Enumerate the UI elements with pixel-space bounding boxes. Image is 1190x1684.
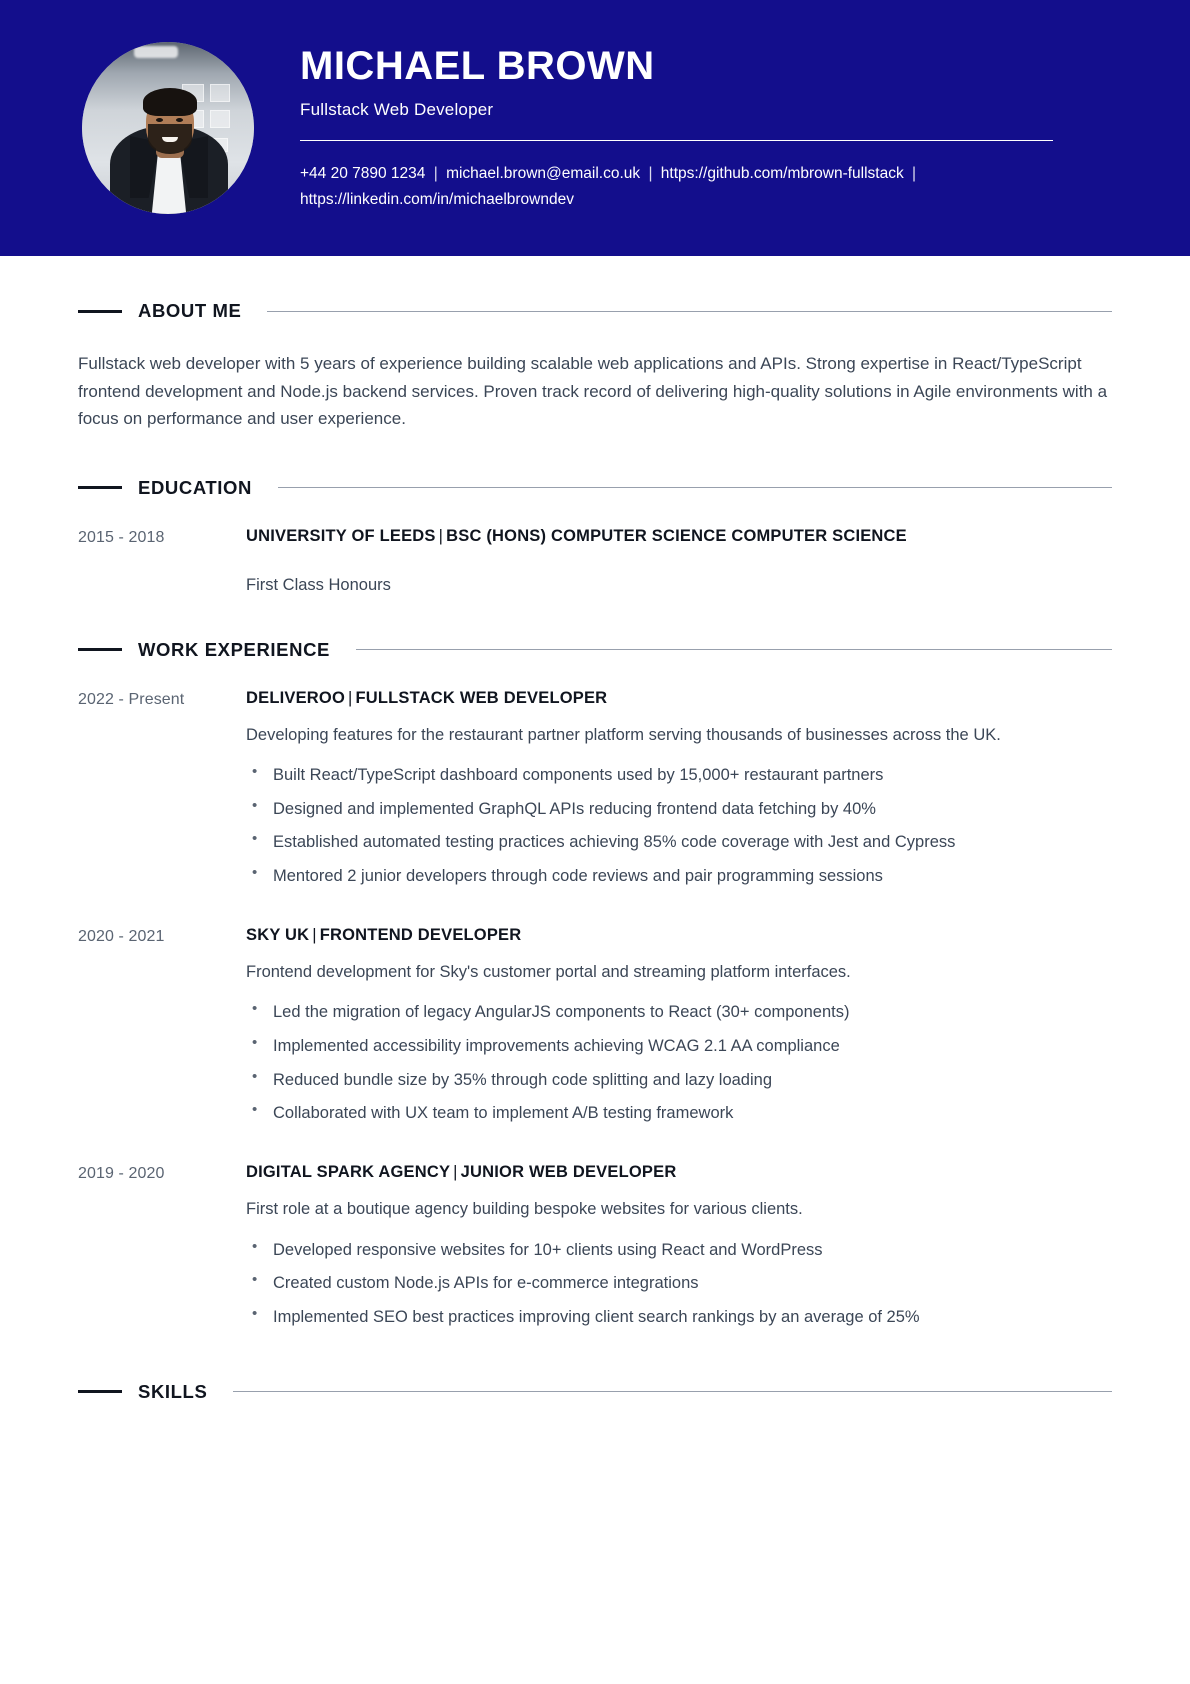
education-degree: BSC (HONS) COMPUTER SCIENCE COMPUTER SCIENCE [446, 526, 907, 545]
avatar [82, 42, 254, 214]
work-role: FRONTEND DEVELOPER [319, 925, 522, 944]
work-details [246, 1163, 1112, 1331]
work-summary: First role at a boutique agency building bespoke websites for various clients. [246, 1200, 803, 1219]
work-bullet: • Implemented accessibility improvements achieving WCAG 2.1 AA compliance [246, 1033, 1112, 1060]
contact-separator: | [912, 164, 917, 182]
avatar-photo [82, 42, 254, 214]
work-details [246, 926, 1112, 1127]
work-summary: Developing features for the restaurant partner platform serving thousands of businesses across the UK. [246, 725, 1001, 744]
photo-mouth [162, 137, 178, 142]
work-bullet: • Mentored 2 junior developers through code reviews and pair programming sessions [246, 863, 1112, 890]
section-rule [356, 649, 1112, 650]
section-title-education: EDUCATION [138, 476, 252, 498]
section-about-me [78, 300, 1112, 433]
section-header [78, 639, 1112, 661]
section-skills [78, 1381, 1112, 1403]
section-header [78, 477, 1112, 499]
candidate-name: MICHAEL BROWN [300, 43, 655, 88]
education-institution: UNIVERSITY OF LEEDS [246, 526, 436, 545]
header-divider [300, 140, 1053, 141]
title-separator: | [453, 1163, 458, 1182]
work-entry [78, 926, 1112, 1127]
contact-github-link[interactable]: https://github.com/mbrown-fullstack [660, 164, 904, 182]
section-header [78, 300, 1112, 322]
work-date: 2020 - 2021 [78, 927, 165, 945]
education-details [246, 527, 1112, 595]
section-dash-icon [78, 486, 122, 489]
education-date: 2015 - 2018 [78, 528, 165, 546]
work-bullet: • Collaborated with UX team to implement A/B testing framework [246, 1100, 1112, 1127]
work-company: DIGITAL SPARK AGENCY [246, 1163, 451, 1182]
header-text-block [286, 44, 1130, 212]
photo-panel [210, 84, 230, 102]
work-role: FULLSTACK WEB DEVELOPER [355, 688, 608, 707]
work-bullet: • Implemented SEO best practices improving client search rankings by an average of 25% [246, 1304, 1112, 1331]
work-entry [78, 1163, 1112, 1331]
contact-phone: +44 20 7890 1234 [300, 164, 426, 182]
candidate-job-title: Fullstack Web Developer [300, 99, 494, 119]
work-bullet: • Built React/TypeScript dashboard components used by 15,000+ restaurant partners [246, 762, 1112, 789]
work-summary: Frontend development for Sky's customer portal and streaming platform interfaces. [246, 962, 851, 981]
work-bullets [246, 762, 1112, 890]
section-rule [267, 311, 1112, 312]
section-dash-icon [78, 1390, 122, 1393]
work-company: DELIVEROO [246, 688, 345, 707]
work-title [246, 1163, 1112, 1182]
contact-separator: | [648, 164, 653, 182]
about-me-text: Fullstack web developer with 5 years of experience building scalable web applications and APIs. Strong expertise in React/TypeScript frontend development and Node.js backend services. Proven track record of delivering high-quality solutions in Agile environments with a focus on performance and user experience. [78, 354, 1108, 429]
photo-hair [143, 88, 197, 116]
work-bullet: • Developed responsive websites for 10+ clients using React and WordPress [246, 1237, 1112, 1264]
photo-panel [210, 110, 230, 128]
education-title [246, 527, 1112, 546]
section-dash-icon [78, 310, 122, 313]
title-separator: | [312, 925, 317, 944]
work-company: SKY UK [246, 925, 310, 944]
work-details [246, 689, 1112, 890]
work-bullet: • Reduced bundle size by 35% through code splitting and lazy loading [246, 1067, 1112, 1094]
contact-info [300, 161, 1000, 212]
section-dash-icon [78, 648, 122, 651]
section-title-about: ABOUT ME [138, 300, 242, 321]
work-bullet: • Created custom Node.js APIs for e-commerce integrations [246, 1270, 1112, 1297]
contact-linkedin-link[interactable]: https://linkedin.com/in/michaelbrowndev [300, 190, 574, 208]
work-bullet: • Designed and implemented GraphQL APIs reducing frontend data fetching by 40% [246, 796, 1112, 823]
section-education [78, 477, 1112, 595]
contact-separator: | [433, 164, 438, 182]
work-date: 2019 - 2020 [78, 1165, 165, 1183]
section-work-experience [78, 639, 1112, 1331]
photo-eye-left [156, 118, 163, 122]
section-title-work: WORK EXPERIENCE [138, 638, 330, 660]
section-title-skills: SKILLS [138, 1380, 208, 1402]
section-header [78, 1381, 1112, 1403]
resume-body [0, 300, 1190, 1403]
title-separator: | [438, 526, 444, 545]
photo-eye-right [176, 118, 183, 122]
education-entry [78, 527, 1112, 595]
education-honours: First Class Honours [246, 575, 391, 594]
photo-lamp [134, 46, 178, 58]
work-entry [78, 689, 1112, 890]
work-role: JUNIOR WEB DEVELOPER [460, 1163, 677, 1182]
resume-header [0, 0, 1190, 256]
contact-email[interactable]: michael.brown@email.co.uk [446, 164, 641, 182]
title-separator: | [347, 688, 353, 707]
work-bullet: • Led the migration of legacy AngularJS components to React (30+ components) [246, 999, 1112, 1026]
work-bullets [246, 999, 1112, 1127]
work-title [246, 926, 1112, 945]
section-rule [278, 487, 1112, 488]
section-rule [233, 1391, 1112, 1392]
work-date: 2022 - Present [78, 690, 185, 708]
work-bullets [246, 1237, 1112, 1331]
work-title [246, 689, 1112, 708]
work-bullet: • Established automated testing practices achieving 85% code coverage with Jest and Cypress [246, 829, 1112, 856]
